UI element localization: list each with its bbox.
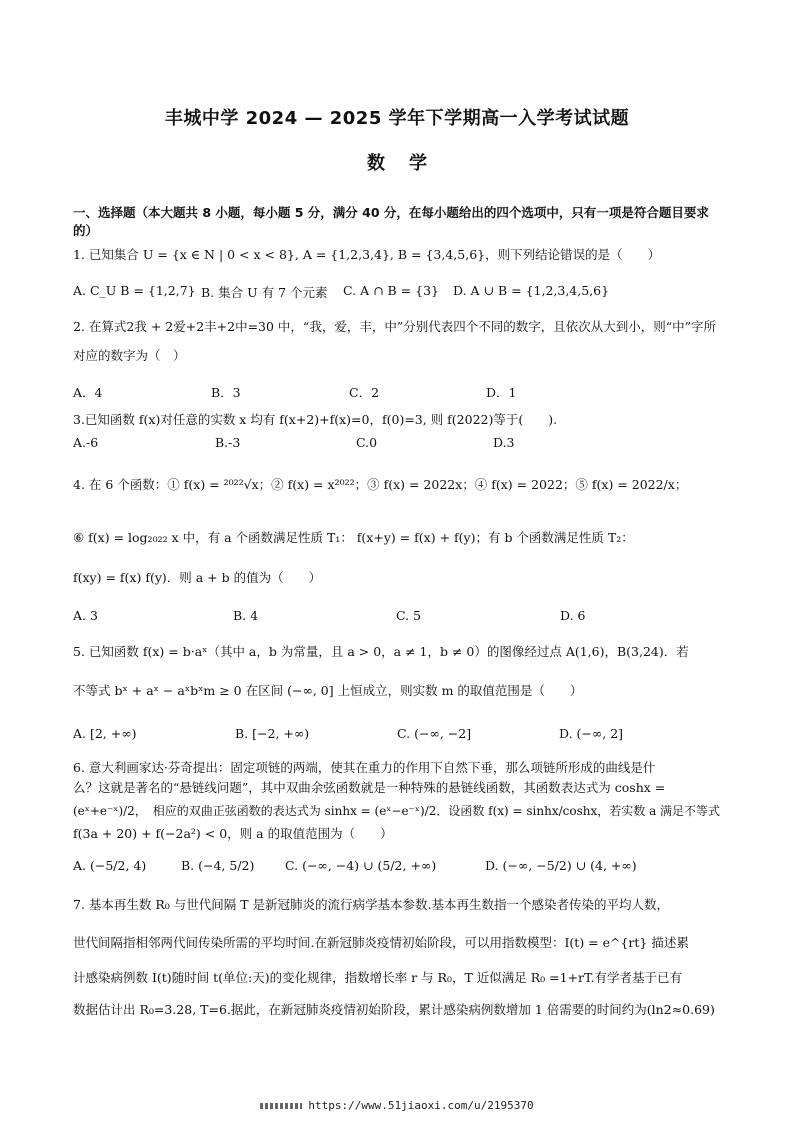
question-6-line2: 么？这就是著名的“悬链线问题”，其中双曲余弦函数就是一种特殊的悬链线函数，其函数表达式为 coshx = [73,780,666,795]
option-b: B. [−2, +∞) [235,726,310,741]
page-title: 丰城中学 2024 — 2025 学年下学期高一入学考试试题 [164,108,630,129]
option-a: A.-6 [73,435,99,450]
question-5-line1: 5. 已知函数 f(x) = b·aˣ（其中 a，b 为常量，且 a > 0，a ≠ 1，b ≠ 0）的图像经过点 A(1,6)，B(3,24)．若 [73,644,689,659]
question-6-line3: (eˣ+e⁻ˣ)/2， 相应的双曲正弦函数的表达式为 sinhx = (eˣ−e⁻ˣ)/2．设函数 f(x) = sinhx/coshx，若实数 a 满足不等式 [73,804,721,818]
question-6-options [73,858,723,876]
option-a: A. [2, +∞) [73,726,137,741]
question-4-line1: 4. 在 6 个函数：① f(x) = ²⁰²²√x；② f(x) = x²⁰²²；③ f(x) = 2022x；④ f(x) = 2022；⑤ f(x) = 2022/x； [73,477,688,492]
option-c: C.0 [356,435,378,450]
question-4-line2: ⑥ f(x) = log₂₀₂₂ x 中，有 a 个函数满足性质 T₁： f(x+y) = f(x) + f(y)；有 b 个函数满足性质 T₂： [73,530,634,545]
option-c: C. (−∞, −2] [397,726,472,741]
question-3-stem: 3.已知函数 f(x)对任意的实数 x 均有 f(x+2)+f(x)=0，f(0)=3, 则 f(2022)等于( ). [73,412,558,427]
option-b: B. 集合 U 有 7 个元素 [201,285,328,300]
question-4-line3: f(xy) = f(x) f(y)．则 a + b 的值为（ ） [73,570,322,585]
watermark-logo-icon [260,1103,302,1109]
option-d: D. (−∞, 2] [559,726,624,741]
question-1-options [73,283,723,301]
option-d: D. A ∪ B = {1,2,3,4,5,6} [453,283,610,298]
option-d: D．1 [486,385,517,400]
question-4-options [73,608,723,626]
question-1-stem: 1. 已知集合 U = {x ∈ N | 0 < x < 8}, A = {1,2,3,4}, B = {3,4,5,6}，则下列结论错误的是（ ） [73,247,661,262]
option-b: B. (−4, 5/2) [181,858,255,873]
question-6-line1: 6. 意大利画家达·芬奇提出：固定项链的两端，使其在重力的作用下自然下垂，那么项链所形成的曲线是什 [73,760,656,775]
footer-watermark [0,1099,794,1112]
question-2-stem-line2: 对应的数字为（ ） [73,348,186,363]
option-c: C. 5 [396,608,422,623]
option-b: B.-3 [215,435,241,450]
option-c: C. A ∩ B = {3} [343,283,439,298]
footer-url: https://www.51jiaoxi.com/u/2195370 [308,1099,534,1112]
option-b: B．3 [211,385,241,400]
section-heading: 一、选择题（本大题共 8 小题，每小题 5 分，满分 40 分，在每小题给出的四个选项中，只有一项是符合题目要求的） [73,205,709,238]
question-7-line2: 世代间隔指相邻两代间传染所需的平均时间.在新冠肺炎疫情初始阶段，可以用指数模型：I(t) = e^{rt} 描述累 [73,935,689,950]
question-5-line2: 不等式 bˣ + aˣ − aˣbˣm ≥ 0 在区间 (−∞, 0] 上恒成立，则实数 m 的取值范围是（ ） [73,683,583,698]
option-d: D.3 [493,435,515,450]
question-7-line1: 7. 基本再生数 R₀ 与世代间隔 T 是新冠肺炎的流行病学基本参数.基本再生数指一个感染者传染的平均人数， [73,897,670,912]
option-a: A. 3 [73,608,98,623]
option-a: A．4 [73,385,103,400]
question-5-options [73,726,723,744]
option-d: D. 6 [560,608,586,623]
question-7-line3: 计感染病例数 I(t)随时间 t(单位:天)的变化规律，指数增长率 r 与 R₀，T 近似满足 R₀ =1+rT.有学者基于已有 [73,970,682,985]
question-2-stem-line1: 2. 在算式2我 + 2爱+2丰+2中=30 中，“我，爱，丰，中”分别代表四个不同的数字，且依次从大到小，则“中”字所 [73,319,716,334]
question-6-line4: f(3a + 20) + f(−2a²) < 0，则 a 的取值范围为（ ） [73,826,393,841]
option-b: B. 4 [233,608,259,623]
option-a: A. C_U B = {1,2,7} [73,283,196,298]
question-2-options [73,383,723,401]
option-a: A. (−5/2, 4) [73,858,147,873]
option-c: C．2 [349,385,380,400]
question-7-line4: 数据估计出 R₀=3.28, T=6.据此，在新冠肺炎疫情初始阶段，累计感染病例数增加 1 倍需要的时间约为(ln2≈0.69) [73,1002,715,1017]
subject-heading: 数学 [367,153,451,174]
option-c: C. (−∞, −4) ∪ (5/2, +∞) [285,858,437,873]
question-3-options [73,435,723,453]
option-d: D. (−∞, −5/2) ∪ (4, +∞) [485,858,637,873]
